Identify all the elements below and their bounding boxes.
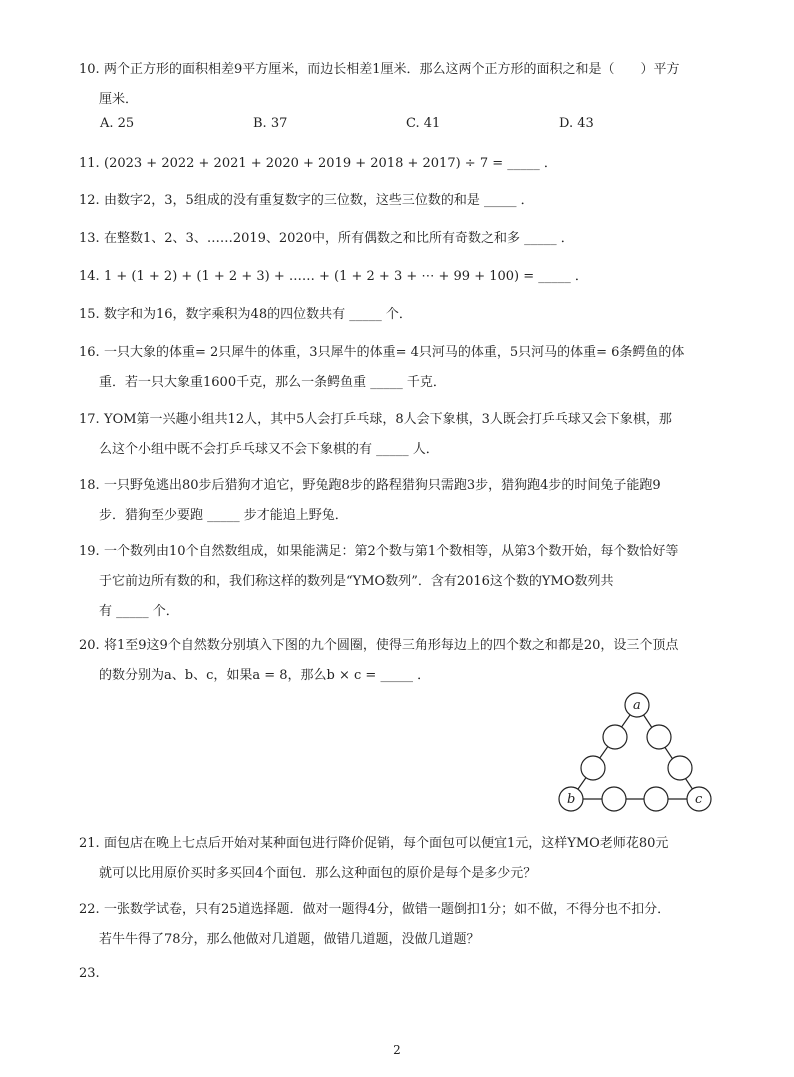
triangle-circle-diagram xyxy=(550,688,720,816)
circle-bottom-1[interactable] xyxy=(602,787,626,811)
circle-bottom-2[interactable] xyxy=(644,787,668,811)
circle-left-1[interactable] xyxy=(603,725,627,749)
circle-left-2[interactable] xyxy=(581,756,605,780)
option-d[interactable]: D. 43 xyxy=(559,116,594,131)
label-b: b xyxy=(567,792,576,807)
question-16: 16. 一只大象的体重= 2只犀牛的体重，3只犀牛的体重= 4只河马的体重，5只河马的体重= 6条鳄鱼的体 重．若一只大象重1600千克，那么一条鳄鱼重 _____ 千克． xyxy=(79,345,685,390)
question-18: 18. 一只野兔逃出80步后猎狗才追它，野兔跑8步的路程猎狗只需跑3步，猎狗跑4步的时间兔子能跑9 步．猎狗至少要跑 _____ 步才能追上野兔． xyxy=(79,478,661,523)
question-10: 10. 两个正方形的面积相差9平方厘米，而边长相差1厘米．那么这两个正方形的面积之和是（ ）平方 厘米． xyxy=(79,62,680,107)
label-c: c xyxy=(695,792,703,807)
option-a[interactable]: A. 25 xyxy=(100,116,135,131)
circle-right-1[interactable] xyxy=(647,725,671,749)
question-21: 21. 面包店在晚上七点后开始对某种面包进行降价促销，每个面包可以便宜1元，这样YMO老师花80元 就可以比用原价买时多买回4个面包．那么这种面包的原价是每个是多少元？ xyxy=(79,836,669,881)
question-11: 11. (2023 + 2022 + 2021 + 2020 + 2019 + 2018 + 2017) ÷ 7 = _____ ． xyxy=(79,156,557,171)
question-20: 20. 将1至9这9个自然数分别填入下图的九个圆圈，使得三角形每边上的四个数之和都是20，设三个顶点 的数分别为a、b、c，如果a = 8，那么b × c = _____ ． xyxy=(79,638,679,683)
question-12: 12. 由数字2，3，5组成的没有重复数字的三位数，这些三位数的和是 _____ ． xyxy=(79,193,534,208)
circle-right-2[interactable] xyxy=(668,756,692,780)
question-15: 15. 数字和为16，数字乘积为48的四位数共有 _____ 个． xyxy=(79,307,412,322)
question-10-options xyxy=(100,116,660,136)
right-side-line xyxy=(637,705,699,799)
question-14: 14. 1 + (1 + 2) + (1 + 2 + 3) + …… + (1 + 2 + 3 + ⋯ + 99 + 100) = _____ ． xyxy=(79,269,588,284)
option-c[interactable]: C. 41 xyxy=(406,116,441,131)
question-13: 13. 在整数1、2、3、……2019、2020中，所有偶数之和比所有奇数之和多 _____ ． xyxy=(79,231,574,246)
question-22: 22. 一张数学试卷，只有25道选择题．做对一题得4分，做错一题倒扣1分；如不做，不得分也不扣分． 若牛牛得了78分，那么他做对几道题，做错几道题，没做几道题？ xyxy=(79,902,671,947)
page-number: 2 xyxy=(393,1043,401,1057)
question-19: 19. 一个数列由10个自然数组成，如果能满足：第2个数与第1个数相等，从第3个数开始，每个数恰好等 于它前边所有数的和，我们称这样的数列是“YMO数列”．含有2016这个数的YMO数列共 有 _____ 个． xyxy=(79,544,679,619)
label-a: a xyxy=(633,698,641,713)
question-23: 23. xyxy=(79,966,100,981)
option-b[interactable]: B. 37 xyxy=(253,116,288,131)
question-17: 17. YOM第一兴趣小组共12人，其中5人会打乒乓球，8人会下象棋，3人既会打乒乓球又会下象棋，那 么这个小组中既不会打乒乓球又不会下象棋的有 _____ 人． xyxy=(79,412,672,457)
left-side-line xyxy=(571,705,637,799)
